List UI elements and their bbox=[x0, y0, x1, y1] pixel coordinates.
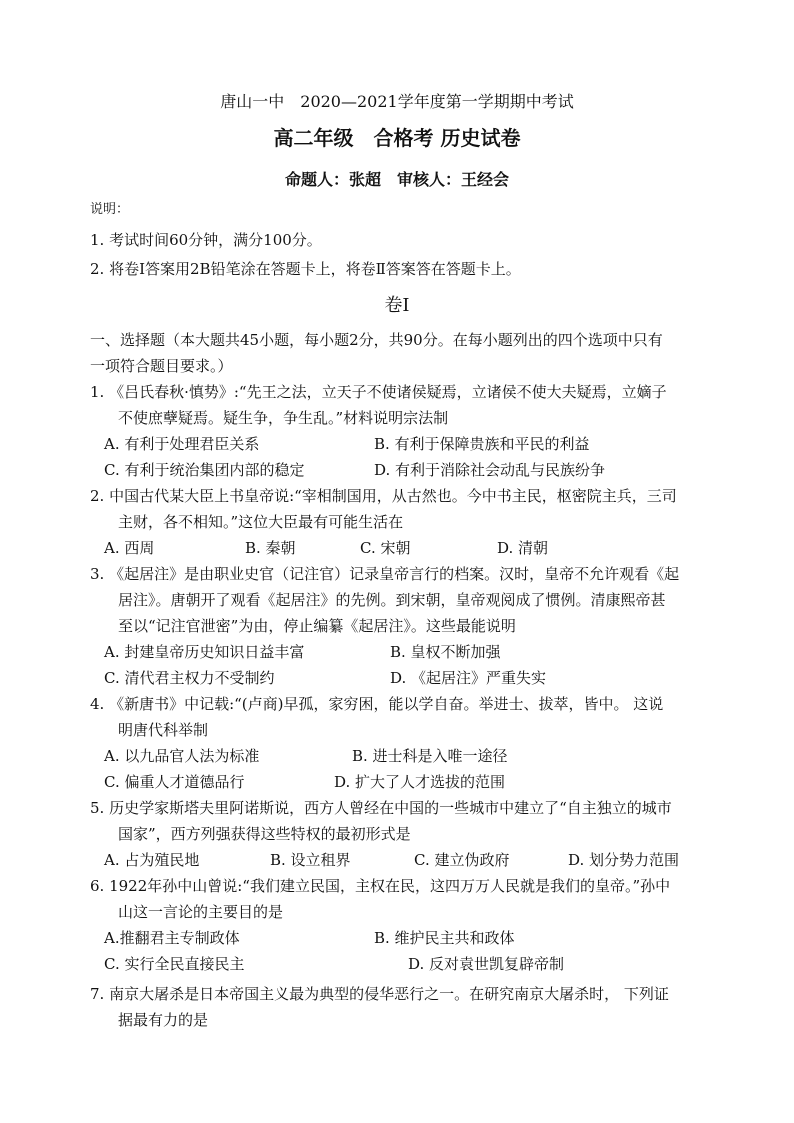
option-d: D. 扩大了人才选拔的范围 bbox=[334, 773, 506, 791]
option-b: B. 维护民主共和政体 bbox=[374, 929, 515, 947]
question-stem: 6. 1922年孙中山曾说:“我们建立民国，主权在民，这四万万人民就是我们的皇帝。”孙中 bbox=[90, 877, 671, 895]
question-stem: 3. 《起居注》是由职业史官（记注官）记录皇帝言行的档案。汉时，皇帝不允许观看《起 bbox=[90, 565, 680, 583]
option-a: A. 封建皇帝历史知识日益丰富 bbox=[104, 643, 305, 661]
question-stem: 5. 历史学家斯塔夫里阿诺斯说，西方人曾经在中国的一些城市中建立了“自主独立的城市 bbox=[90, 799, 672, 817]
authors-line: 命题人：张超 审核人：王经会 bbox=[284, 170, 509, 189]
option-b: B. 有利于保障贵族和平民的利益 bbox=[374, 435, 590, 453]
option-c: C. 实行全民直接民主 bbox=[104, 955, 245, 973]
question-stem: 据最有力的是 bbox=[118, 1011, 209, 1029]
note-item: 1. 考试时间60分钟，满分100分。 bbox=[90, 231, 322, 249]
section-heading: 卷Ⅰ bbox=[384, 295, 410, 316]
option-a: A. 以九品官人法为标准 bbox=[104, 747, 260, 765]
option-a: A.推翻君主专制政体 bbox=[104, 929, 240, 947]
option-c: C. 偏重人才道德品行 bbox=[104, 773, 245, 791]
option-d: D. 反对袁世凯复辟帝制 bbox=[408, 955, 565, 973]
option-d: D. 划分势力范围 bbox=[568, 851, 680, 869]
option-d: D. 有利于消除社会动乱与民族纷争 bbox=[374, 461, 606, 479]
question-stem: 国家”，西方列强获得这些特权的最初形式是 bbox=[118, 825, 411, 843]
question-stem: 明唐代科举制 bbox=[118, 721, 209, 739]
question-stem: 不使庶孽疑焉。疑生争，争生乱。”材料说明宗法制 bbox=[118, 409, 449, 427]
option-c: C. 有利于统治集团内部的稳定 bbox=[104, 461, 305, 479]
question-stem: 7. 南京大屠杀是日本帝国主义最为典型的侵华恶行之一。在研究南京大屠杀时， 下列证 bbox=[90, 985, 669, 1003]
option-c: C. 清代君主权力不受制约 bbox=[104, 669, 275, 687]
section-instructions: 一、选择题（本大题共45小题，每小题2分，共90分。在每小题列出的四个选项中只有 bbox=[90, 331, 663, 349]
question-stem: 主财，各不相知。”这位大臣最有可能生活在 bbox=[118, 513, 404, 531]
option-b: B. 设立租界 bbox=[270, 851, 351, 869]
question-stem: 1. 《吕氏春秋·慎势》:“先王之法，立天子不使诸侯疑焉，立诸侯不使大夫疑焉，立嫡子 bbox=[90, 383, 667, 401]
option-c: C. 宋朝 bbox=[360, 539, 411, 557]
option-c: C. 建立伪政府 bbox=[414, 851, 510, 869]
option-b: B. 秦朝 bbox=[245, 539, 296, 557]
school-exam-line: 唐山一中 2020—2021学年度第一学期期中考试 bbox=[220, 92, 574, 111]
question-stem: 居注》。唐朝开了观看《起居注》的先例。到宋朝，皇帝观阅成了惯例。清康熙帝甚 bbox=[118, 591, 666, 609]
option-a: A. 西周 bbox=[104, 539, 155, 557]
option-a: A. 占为殖民地 bbox=[104, 851, 200, 869]
option-b: B. 进士科是入唯一途径 bbox=[352, 747, 508, 765]
notes-label: 说明： bbox=[90, 202, 130, 217]
option-d: D. 清朝 bbox=[497, 539, 549, 557]
question-stem: 2. 中国古代某大臣上书皇帝说:“宰相制国用，从古然也。今中书主民，枢密院主兵，三司 bbox=[90, 487, 677, 505]
question-stem: 至以“记注官泄密”为由，停止编纂《起居注》。这些最能说明 bbox=[118, 617, 516, 635]
section-instructions: 一项符合题目要求。） bbox=[90, 357, 233, 375]
page-title: 高二年级 合格考 历史试卷 bbox=[273, 126, 521, 150]
option-a: A. 有利于处理君臣关系 bbox=[104, 435, 260, 453]
note-item: 2. 将卷Ⅰ答案用2B铅笔涂在答题卡上，将卷Ⅱ答案答在答题卡上。 bbox=[90, 260, 521, 278]
question-stem: 4. 《新唐书》中记载:“(卢商)早孤，家穷困，能以学自奋。举进士、拔萃，皆中。 这说 bbox=[90, 695, 664, 713]
question-stem: 山这一言论的主要目的是 bbox=[118, 903, 284, 921]
option-d: D. 《起居注》严重失实 bbox=[390, 669, 547, 687]
option-b: B. 皇权不断加强 bbox=[390, 643, 501, 661]
